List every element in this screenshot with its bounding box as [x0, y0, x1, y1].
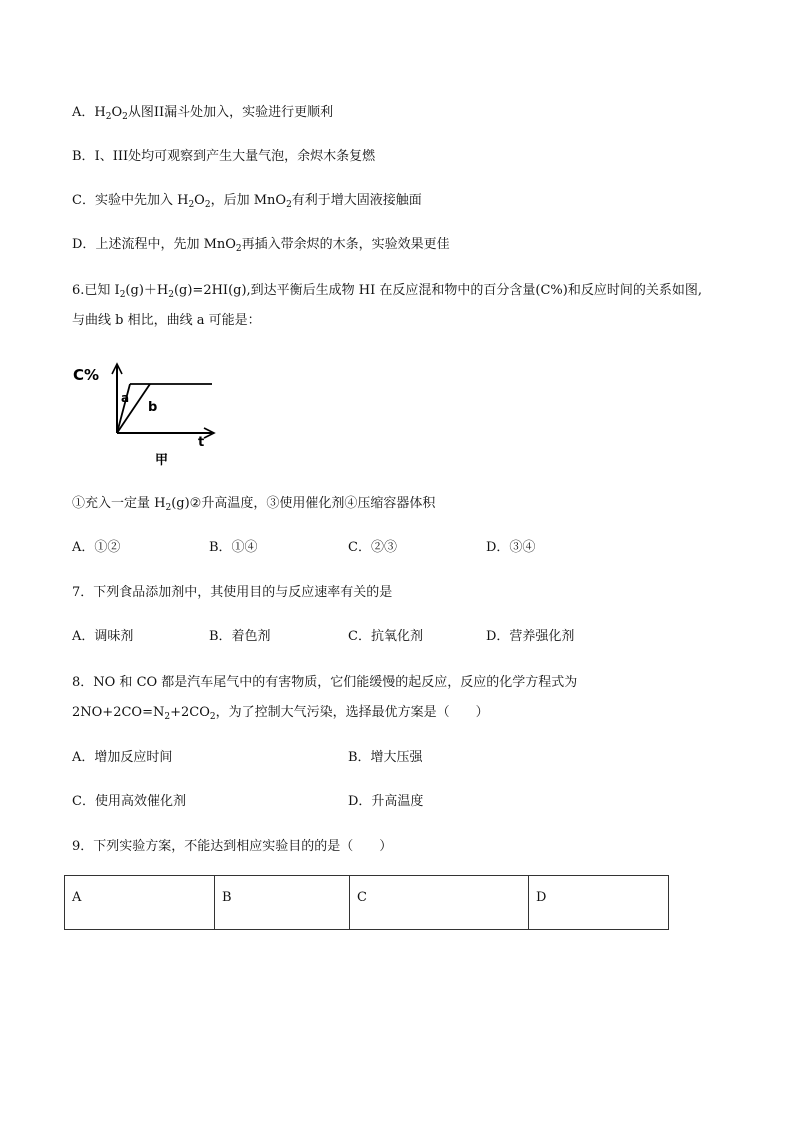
table-cell-b: B	[215, 876, 350, 930]
q8-stem-line2	[72, 703, 489, 723]
q7-option-b: B．着色剂	[209, 629, 271, 644]
q8-stem-line1: 8．NO 和 CO 都是汽车尾气中的有害物质，它们能缓慢的起反应，反应的化学方程式为	[72, 675, 578, 690]
subscript: 2	[119, 290, 126, 300]
q6-stem-line1	[72, 281, 702, 301]
q9-stem: 9．下列实验方案，不能达到相应实验目的的是（ ）	[72, 839, 393, 854]
y-axis-label: C%	[73, 366, 100, 384]
q8-option-b: B．增大压强	[348, 750, 423, 765]
q7-option-a: A．调味剂	[72, 629, 134, 644]
option-letter: B．	[72, 149, 95, 164]
graph-caption: 甲	[155, 453, 169, 468]
q5-option-a	[72, 103, 333, 123]
subscript: 2	[168, 290, 174, 300]
subscript: 2	[164, 712, 171, 722]
q6-conditions	[72, 494, 435, 514]
q7-stem: 7．下列食品添加剂中，其使用目的与反应速率有关的是	[72, 585, 393, 600]
text: 2NO+2CO=N	[72, 705, 165, 720]
table-row	[65, 876, 669, 930]
option-letter: D．	[72, 237, 96, 252]
text: 从图II漏斗处加入，实验进行更顺利	[127, 105, 334, 120]
q8-option-d: D．升高温度	[348, 794, 424, 809]
text: ①充入一定量 H	[72, 496, 166, 511]
q8-option-c: C．使用高效催化剂	[72, 794, 186, 809]
subscript: 2	[204, 200, 211, 210]
question-number: 6.	[72, 283, 85, 298]
q5-option-c	[72, 191, 422, 211]
text: 上述流程中，先加 MnO	[95, 237, 236, 252]
text: I、III处均可观察到产生大量气泡，余烬木条复燃	[94, 149, 376, 164]
text: (g)＋H	[125, 283, 169, 298]
subscript: 2	[235, 244, 242, 254]
text: 已知 I	[84, 283, 120, 298]
table-cell-d: D	[529, 876, 669, 930]
text: (g)=2HI(g),到达平衡后生成物 HI 在反应混和物中的百分含量(C%)和反应时间的关系如图,	[173, 283, 702, 298]
text: ，为了控制大气污染，选择最优方案是（ ）	[215, 705, 489, 720]
q6-option-c: C．②③	[348, 540, 397, 555]
text: H	[94, 105, 106, 120]
curve-a-label: a	[121, 391, 130, 405]
reaction-graph	[70, 360, 220, 470]
subscript: 2	[122, 112, 128, 122]
subscript: 2	[286, 200, 292, 210]
q9-table	[64, 875, 669, 930]
table-cell-a: A	[65, 876, 215, 930]
subscript: 2	[209, 712, 216, 722]
q5-option-d	[72, 235, 450, 255]
text: ，后加 MnO	[210, 193, 287, 208]
subscript: 2	[188, 200, 195, 210]
x-axis-label: t	[198, 435, 205, 450]
q6-option-a: A．①②	[72, 540, 121, 555]
text: O	[111, 105, 123, 120]
text: (g)②升高温度，③使用催化剂④压缩容器体积	[171, 496, 436, 511]
text: +2CO	[170, 705, 210, 720]
q7-option-c: C．抗氧化剂	[348, 629, 423, 644]
option-letter: C．	[72, 193, 95, 208]
q6-stem-line2: 与曲线 b 相比，曲线 a 可能是：	[72, 313, 261, 328]
q8-option-a: A．增加反应时间	[72, 750, 173, 765]
text: 再插入带余烬的木条，实验效果更佳	[241, 237, 450, 252]
subscript: 2	[165, 503, 172, 513]
curve-b-label: b	[148, 400, 158, 415]
option-letter: A．	[72, 105, 95, 120]
q7-option-d: D．营养强化剂	[486, 629, 575, 644]
q6-option-d: D．③④	[486, 540, 536, 555]
q5-option-b	[72, 147, 375, 167]
table-cell-c: C	[350, 876, 529, 930]
q6-option-b: B．①④	[209, 540, 258, 555]
text: O	[194, 193, 205, 208]
text: 实验中先加入 H	[94, 193, 189, 208]
subscript: 2	[105, 112, 112, 122]
text: 有利于增大固液接触面	[291, 193, 422, 208]
